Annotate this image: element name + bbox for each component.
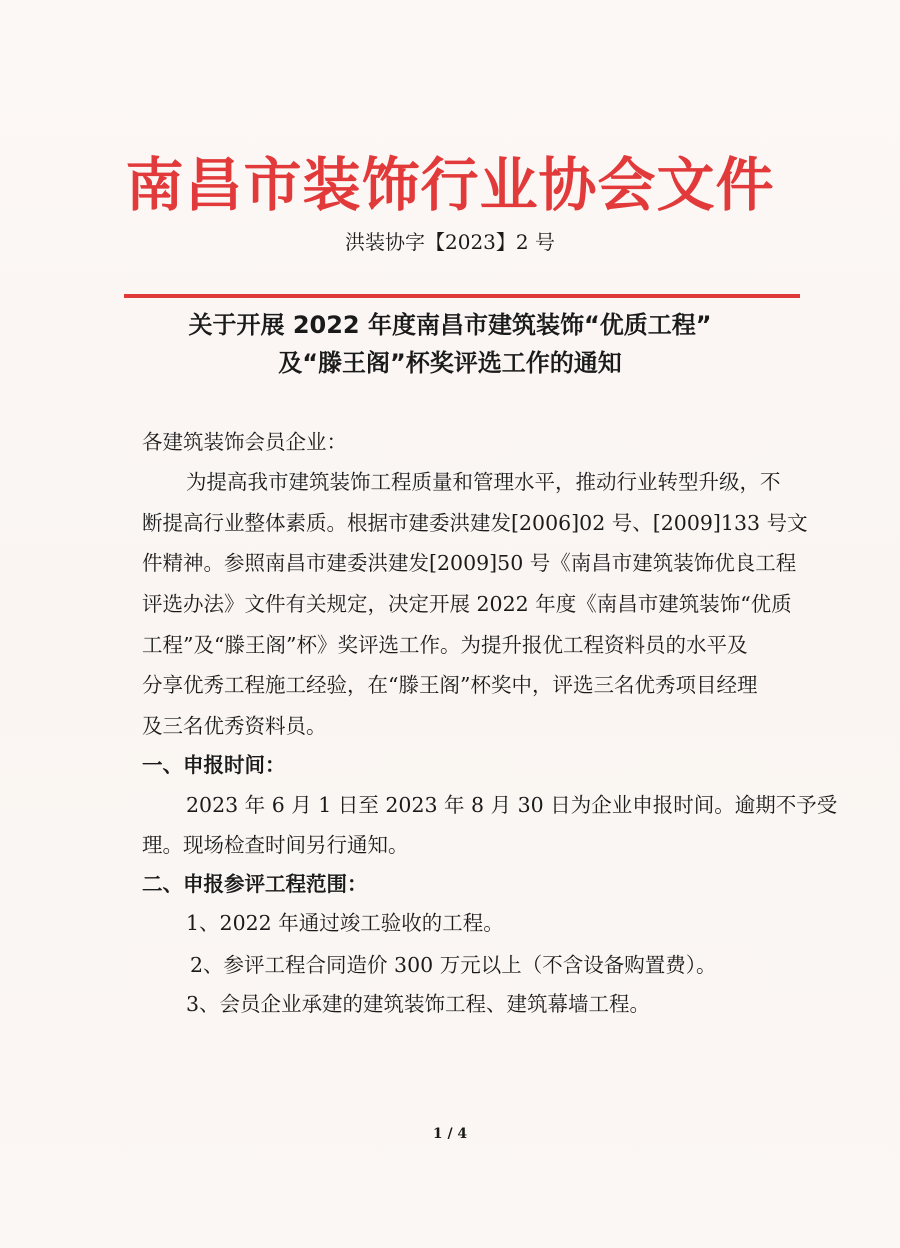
salutation: 各建筑装饰会员企业：	[142, 430, 347, 454]
intro-line: 评选办法》文件有关规定，决定开展 2022 年度《南昌市建筑装饰“优质	[142, 592, 792, 616]
intro-line: 断提高行业整体素质。根据市建委洪建发[2006]02 号、[2009]133 号文	[142, 511, 808, 535]
intro-line: 工程”及“滕王阁”杯》奖评选工作。为提升报优工程资料员的水平及	[142, 633, 748, 657]
page-number: 1 / 4	[432, 1126, 468, 1142]
intro-line: 分享优秀工程施工经验，在“滕王阁”杯奖中，评选三名优秀项目经理	[142, 673, 758, 697]
section-2-item: 3、会员企业承建的建筑装饰工程、建筑幕墙工程。	[186, 992, 651, 1016]
notice-title-line-2: 及“滕王阁”杯奖评选工作的通知	[278, 349, 622, 377]
document-number: 洪装协字【2023】2 号	[345, 230, 555, 254]
org-header-title: 南昌市装饰行业协会文件	[125, 151, 775, 219]
section-1-line: 2023 年 6 月 1 日至 2023 年 8 月 30 日为企业申报时间。逾期不予受	[186, 793, 838, 817]
notice-title-line-1: 关于开展 2022 年度南昌市建筑装饰“优质工程”	[188, 311, 712, 339]
intro-line: 及三名优秀资料员。	[142, 714, 327, 738]
red-divider-line	[124, 294, 800, 298]
intro-line: 件精神。参照南昌市建委洪建发[2009]50 号《南昌市建筑装饰优良工程	[142, 551, 797, 575]
section-2-item: 1、2022 年通过竣工验收的工程。	[186, 911, 504, 935]
section-2-item: 2、参评工程合同造价 300 万元以上（不含设备购置费）。	[190, 953, 717, 977]
section-1-line: 理。现场检查时间另行通知。	[142, 833, 409, 857]
section-2-heading: 二、申报参评工程范围：	[142, 872, 368, 896]
section-1-heading: 一、申报时间：	[142, 753, 286, 777]
intro-line: 为提高我市建筑装饰工程质量和管理水平，推动行业转型升级，不	[186, 470, 781, 494]
